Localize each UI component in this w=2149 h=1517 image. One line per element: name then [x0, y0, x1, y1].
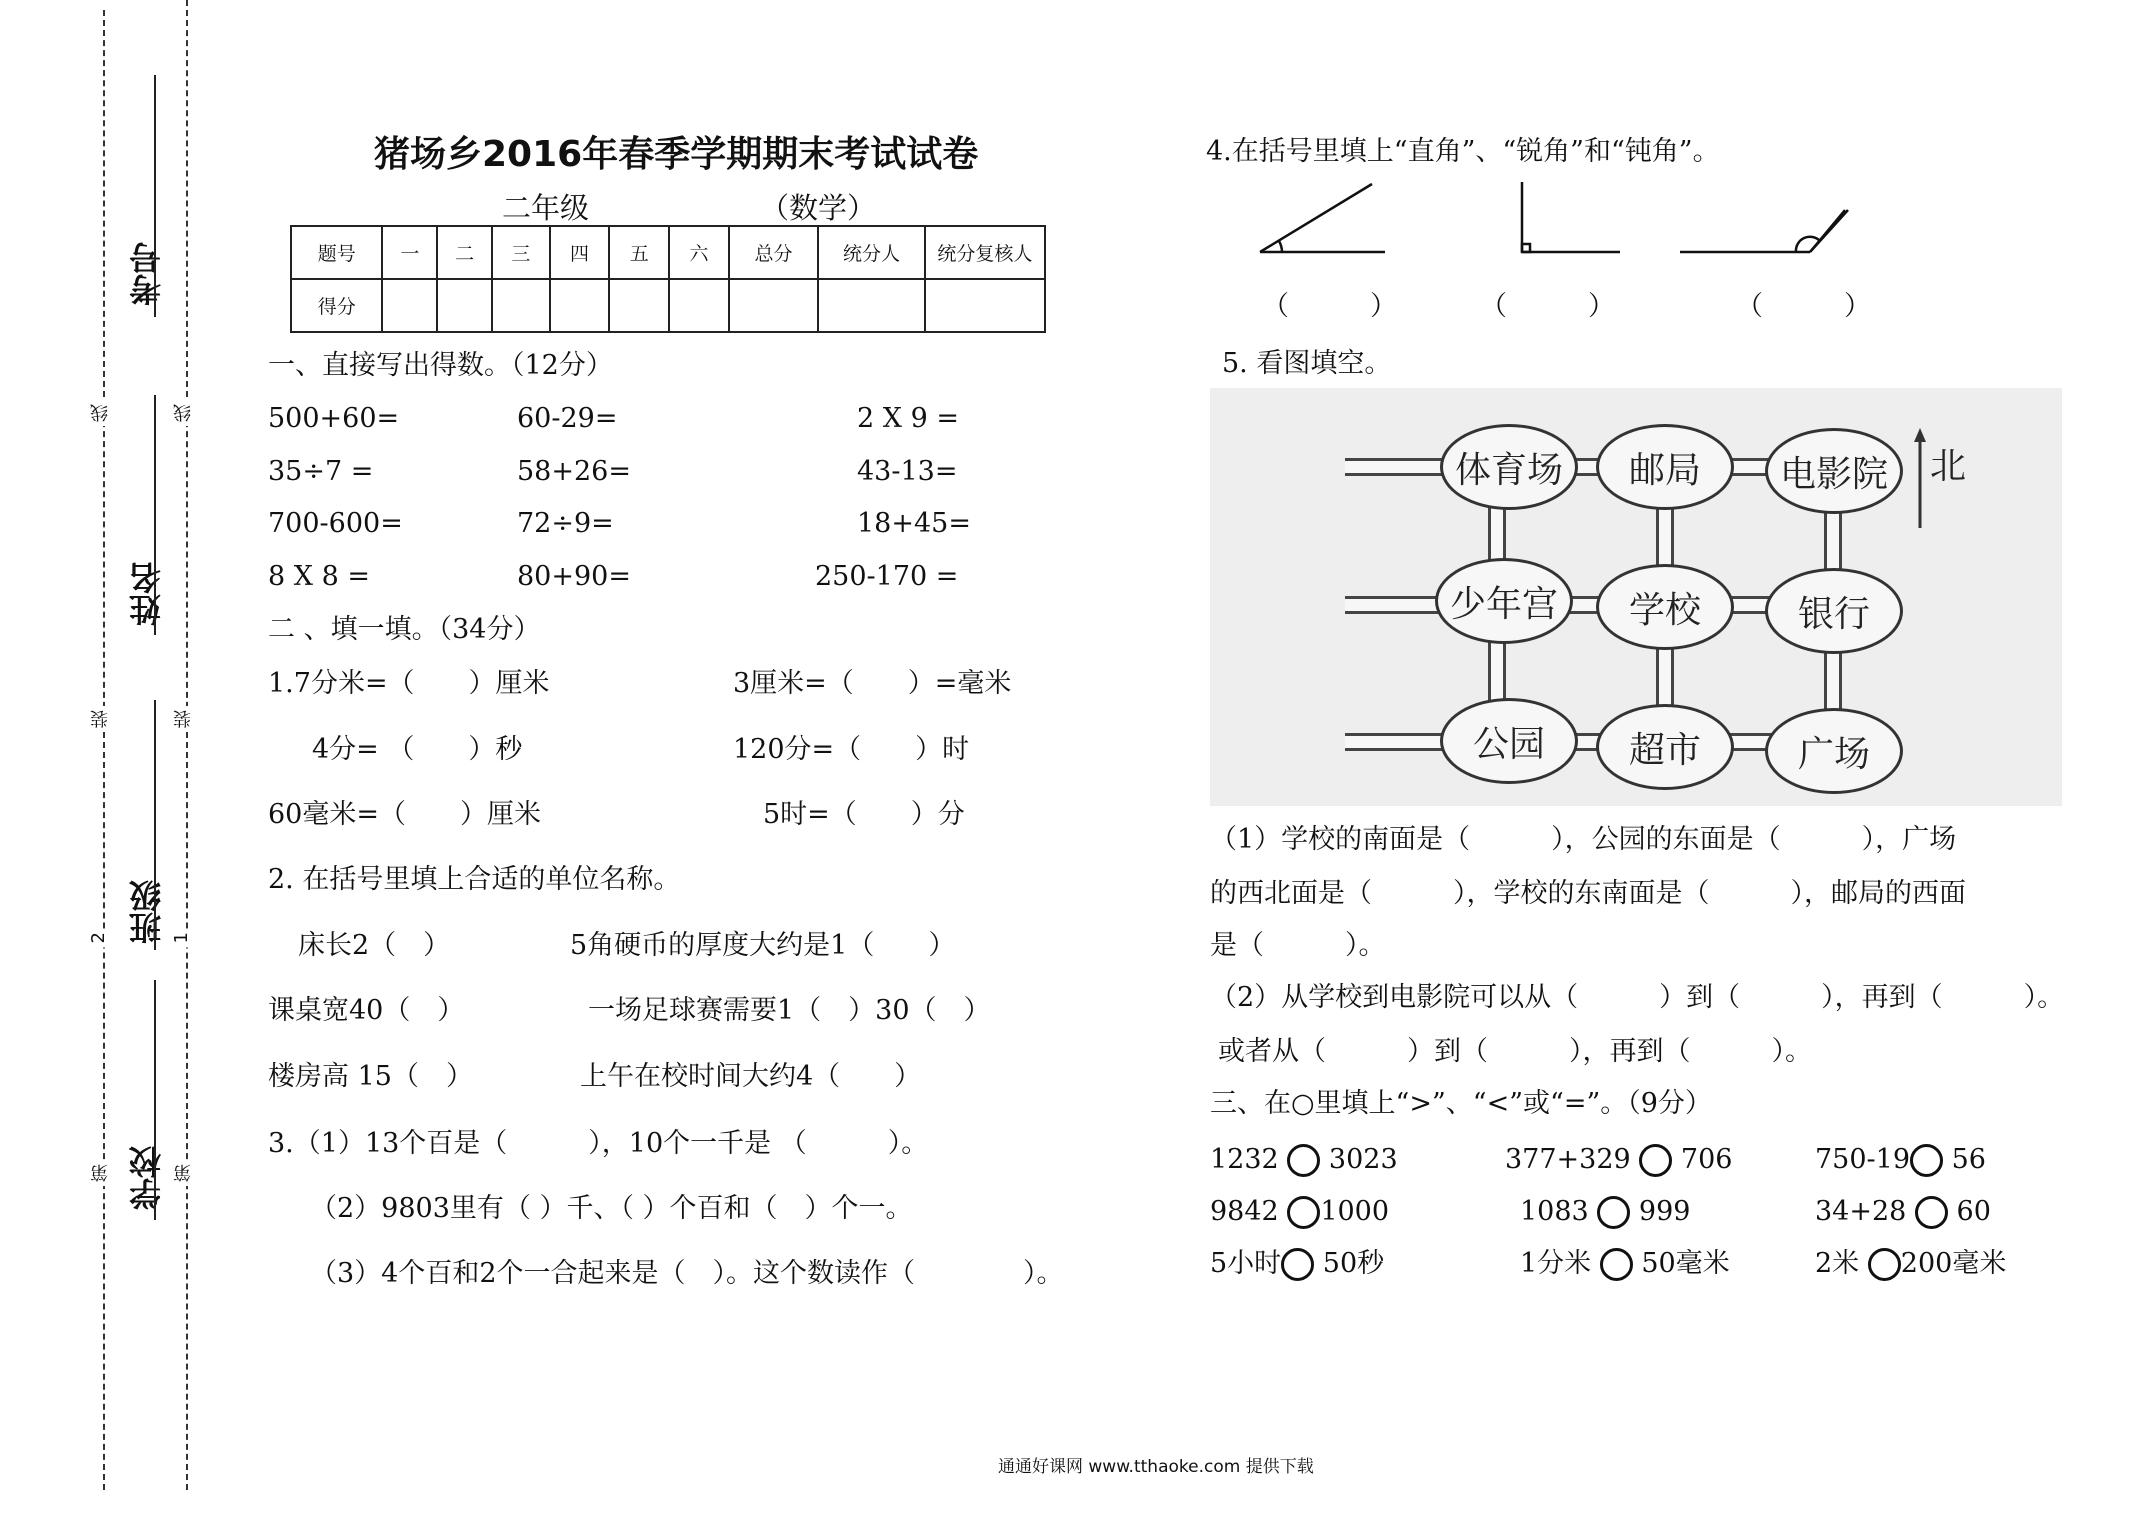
compare-circle[interactable] [1287, 1196, 1320, 1229]
compare-row [1210, 1192, 2060, 1232]
margin-label-xian-left: 线 [88, 400, 114, 426]
compare-right: 3023 [1328, 1144, 1398, 1175]
subject-label: （数学） [760, 191, 877, 225]
compare-right: 60 [1956, 1196, 1991, 1227]
score-header-6: 六 [669, 226, 729, 279]
school-underline[interactable] [154, 980, 156, 1220]
score-cell[interactable] [925, 279, 1045, 332]
compare-circle[interactable] [1281, 1248, 1314, 1281]
calc-item: 58+26= [517, 456, 631, 487]
obtuse-angle-figure [1680, 210, 1848, 252]
compare-right: 200毫米 [1900, 1248, 2007, 1279]
map-node-stadium: 体育场 [1440, 424, 1578, 510]
fill-item: 5时=（ ）分 [763, 799, 965, 830]
calc-item: 43-13= [857, 456, 958, 487]
score-header-scorer: 统分人 [818, 226, 924, 279]
exam-number-label: 考号 [128, 242, 166, 306]
calc-item: 80+90= [517, 561, 631, 592]
compare-left: 34+28 [1815, 1196, 1907, 1227]
margin-label-di-left: 第 [88, 1160, 114, 1186]
compare-circle[interactable] [1868, 1248, 1901, 1281]
section2-title: 二 、填一填。（34分） [268, 614, 541, 645]
calc-item: 2 X 9 = [857, 403, 959, 434]
q3-line: 3.（1）13个百是（ ），10个一千是 （ ）。 [268, 1128, 929, 1159]
score-header-5: 五 [609, 226, 669, 279]
unit-item: 上午在校时间大约4（ ） [580, 1061, 922, 1092]
map-node-bank: 银行 [1765, 568, 1903, 654]
score-header-total: 总分 [729, 226, 818, 279]
score-cell[interactable] [818, 279, 924, 332]
compare-left: 1232 [1210, 1144, 1279, 1175]
compare-left: 9842 [1210, 1196, 1279, 1227]
class-label: 班级 [128, 880, 166, 944]
map-figure [1210, 388, 2062, 806]
calc-item: 72÷9= [517, 508, 614, 539]
q5-line: 或者从（ ）到（ ），再到（ ）。 [1218, 1036, 1812, 1067]
compare-right: 50秒 [1322, 1248, 1385, 1279]
map-node-supermarket: 超市 [1596, 704, 1734, 790]
compare-right: 56 [1951, 1144, 1986, 1175]
map-node-youth-palace: 少年宫 [1435, 558, 1573, 644]
fill-item: 4分= （ ）秒 [312, 734, 523, 765]
score-cell[interactable] [437, 279, 492, 332]
angle-blank[interactable]: （ ） [1480, 291, 1615, 322]
compare-circle[interactable] [1910, 1144, 1943, 1177]
angle-blank[interactable]: （ ） [1736, 291, 1871, 322]
compare-left: 377+329 [1505, 1144, 1631, 1175]
map-node-cinema: 电影院 [1765, 428, 1903, 514]
grade-label: 二年级 [502, 191, 590, 225]
score-cell[interactable] [609, 279, 669, 332]
north-label: 北 [1930, 446, 1967, 487]
compare-left: 2米 [1815, 1248, 1860, 1279]
calc-item: 700-600= [268, 508, 403, 539]
q4-title: 4.在括号里填上“直角”、“锐角”和“钝角”。 [1206, 136, 1720, 167]
compare-left: 1分米 [1520, 1248, 1592, 1279]
score-header-tihao: 题号 [291, 226, 382, 279]
margin-label-zhuang-left: 装 [88, 706, 114, 732]
footer-source: 通通好课网 www.tthaoke.com 提供下载 [998, 1457, 1314, 1477]
right-angle-figure [1522, 182, 1620, 252]
q5-title: 5. 看图填空。 [1222, 348, 1392, 379]
acute-angle-figure [1260, 184, 1385, 252]
angle-blank[interactable]: （ ） [1262, 291, 1397, 322]
fill-item: 1.7分米=（ ）厘米 [268, 668, 550, 699]
class-underline[interactable] [154, 700, 156, 950]
score-header-1: 一 [382, 226, 437, 279]
compare-left: 5小时 [1210, 1248, 1282, 1279]
score-cell[interactable] [492, 279, 550, 332]
score-row-label: 得分 [291, 279, 382, 332]
calc-item: 60-29= [517, 403, 618, 434]
calc-item: 500+60= [268, 403, 400, 434]
score-cell[interactable] [550, 279, 610, 332]
score-header-reviewer: 统分复核人 [925, 226, 1045, 279]
compare-circle[interactable] [1915, 1196, 1948, 1229]
dashed-line-right [186, 0, 188, 1490]
score-header-3: 三 [492, 226, 550, 279]
dashed-line-left [103, 10, 105, 1490]
exam-number-underline[interactable] [154, 75, 156, 317]
q2-title: 2. 在括号里填上合适的单位名称。 [268, 864, 681, 895]
unit-item: 楼房高 15（ ） [268, 1061, 473, 1092]
fill-item: 120分=（ ）时 [733, 734, 970, 765]
unit-item: 床长2（ ） [298, 930, 451, 961]
margin-label-num-right: 1 [171, 928, 192, 947]
margin-label-zhuang-right: 装 [171, 706, 197, 732]
fill-item: 3厘米=（ ）=毫米 [733, 668, 1012, 699]
fill-item: 60毫米=（ ）厘米 [268, 799, 541, 830]
compare-circle[interactable] [1639, 1144, 1672, 1177]
compare-row [1210, 1140, 2060, 1180]
exam-title: 猪场乡2016年春季学期期末考试试卷 [374, 134, 979, 175]
compare-circle[interactable] [1287, 1144, 1320, 1177]
unit-item: 一场足球赛需要1（ ）30（ ） [588, 995, 991, 1026]
calc-item: 35÷7 = [268, 456, 374, 487]
score-table [290, 225, 1046, 333]
compare-left: 750-19 [1815, 1144, 1911, 1175]
score-cell[interactable] [669, 279, 729, 332]
q3-line: （3）4个百和2个一合起来是（ ）。这个数读作（ ）。 [310, 1258, 1064, 1289]
margin-label-di-right: 第 [171, 1160, 197, 1186]
map-node-school: 学校 [1596, 564, 1734, 650]
compare-left: 1083 [1520, 1196, 1589, 1227]
score-header-4: 四 [550, 226, 610, 279]
score-cell[interactable] [729, 279, 818, 332]
compare-circle[interactable] [1600, 1248, 1633, 1281]
section1-title: 一、直接写出得数。（12分） [268, 350, 613, 381]
map-node-square: 广场 [1765, 708, 1903, 794]
compare-circle[interactable] [1597, 1196, 1630, 1229]
compare-right: 1000 [1320, 1196, 1390, 1227]
margin-label-num-left: 2 [88, 928, 109, 947]
score-cell[interactable] [382, 279, 437, 332]
school-label: 学校 [128, 1146, 166, 1210]
unit-item: 课桌宽40（ ） [268, 995, 465, 1026]
q5-line: 是（ ）。 [1210, 930, 1386, 961]
angle-figures [1240, 170, 1880, 270]
map-node-post-office: 邮局 [1596, 424, 1734, 510]
compare-right: 706 [1680, 1144, 1733, 1175]
q3-line: （2）9803里有（ ）千、（ ）个百和（ ）个一。 [310, 1193, 913, 1224]
calc-item: 8 X 8 = [268, 561, 370, 592]
calc-item: 18+45= [857, 508, 971, 539]
q5-line: （1）学校的南面是（ ），公园的东面是（ ），广场 [1210, 824, 1957, 855]
name-label: 姓名 [128, 562, 166, 626]
name-underline[interactable] [154, 395, 156, 635]
q5-line: 的西北面是（ ），学校的东南面是（ ），邮局的西面 [1210, 878, 1966, 909]
section3-title: 三、在○里填上“>”、“<”或“=”。（9分） [1210, 1088, 1712, 1119]
calc-item: 250-170 = [815, 561, 959, 592]
map-node-park: 公园 [1440, 698, 1578, 784]
unit-item: 5角硬币的厚度大约是1（ ） [570, 930, 956, 961]
margin-label-xian-right: 线 [171, 400, 197, 426]
score-header-2: 二 [437, 226, 492, 279]
compare-right: 999 [1638, 1196, 1691, 1227]
compare-right: 50毫米 [1641, 1248, 1730, 1279]
q5-line: （2）从学校到电影院可以从（ ）到（ ），再到（ ）。 [1210, 982, 2065, 1013]
compare-row [1210, 1244, 2060, 1284]
